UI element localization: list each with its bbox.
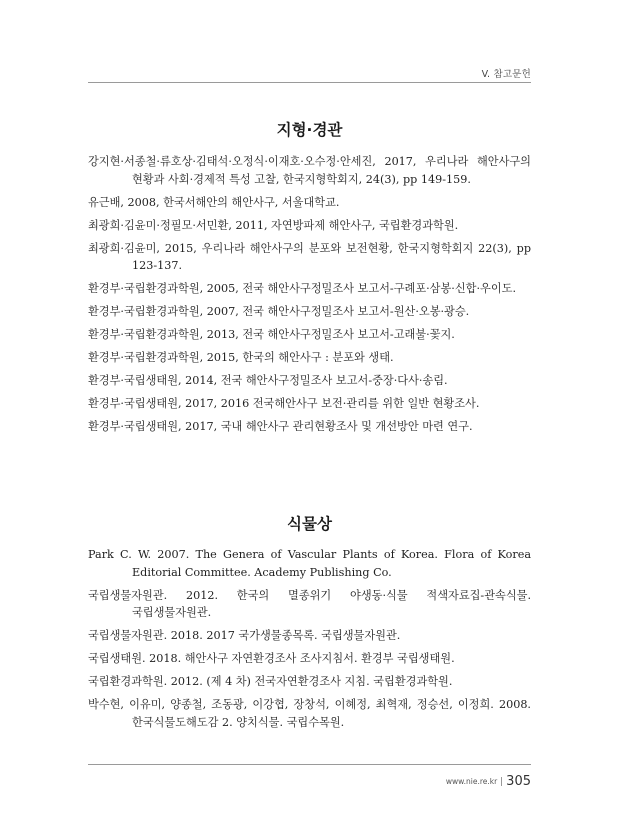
footer-website: www.nie.re.kr: [445, 777, 498, 786]
chapter-label: V. 참고문헌: [481, 69, 531, 80]
reference-item: 국립생태원. 2018. 해안사구 자연환경조사 조사지침서. 환경부 국립생태원.: [88, 652, 455, 665]
reference-item: 유근배, 2008, 한국서해안의 해안사구, 서울대학교.: [88, 195, 340, 209]
reference-item: 환경부·국립환경과학원, 2013, 전국 해안사구정밀조사 보고서-고래불·꽃지.: [88, 328, 455, 341]
reference-item: 국립환경과학원. 2012. (제 4 차) 전국자연환경조사 지침. 국립환경과학원.: [88, 675, 453, 688]
reference-item: 최광희·김윤미·정필모·서민환, 2011, 자연방파제 해안사구, 국립환경과학원.: [88, 218, 459, 232]
reference-item: 최광희·김윤미, 2015, 우리나라 해안사구의 분포와 보전현황, 한국지형학회지 22(3), pp 123-137.: [88, 241, 531, 272]
footer-separator: [501, 777, 502, 786]
reference-item: 환경부·국립환경과학원, 2007, 전국 해안사구정밀조사 보고서-원산·오봉·광승.: [88, 305, 470, 318]
page-number: 305: [506, 774, 531, 789]
page-footer: [446, 771, 531, 790]
page-header: [88, 56, 531, 83]
reference-item: 환경부·국립환경과학원, 2015, 한국의 해안사구 : 분포와 생태.: [88, 351, 394, 364]
reference-item: 국립생물자원관. 2018. 2017 국가생물종목록. 국립생물자원관.: [88, 629, 401, 642]
reference-list-landform: [88, 153, 531, 441]
reference-item: 환경부·국립생태원, 2017, 2016 전국해안사구 보전·관리를 위한 일반 현황조사.: [88, 397, 480, 410]
reference-item: 환경부·국립생태원, 2017, 국내 해안사구 관리현황조사 및 개선방안 마련 연구.: [88, 420, 473, 433]
reference-item: 강지현·서종철·류호상·김태석·오정식·이재호·오수정·안세진, 2017, 우리나라 해안사구의 현황과 사회·경제적 특성 고찰, 한국지형학회지, 24(3), pp 149-159.: [88, 155, 531, 186]
section-title-landform: 지형·경관: [276, 121, 343, 139]
reference-item: 국립생물자원관. 2012. 한국의 멸종위기 야생동·식물 적색자료집-관속식물. 국립생물자원관.: [88, 588, 531, 619]
reference-item: 환경부·국립생태원, 2014, 전국 해안사구정밀조사 보고서-중장·다사·송림.: [88, 374, 448, 387]
reference-item: Park C. W. 2007. The Genera of Vascular Plants of Korea. Flora of Korea Editorial Committee. Academy Publishing Co.: [88, 548, 531, 579]
reference-list-flora: [88, 546, 531, 737]
reference-item: 박수현, 이유미, 양종철, 조동광, 이강협, 장창석, 이혜정, 최혁재, 정승선, 이정희. 2008. 한국식물도해도감 2. 양치식물. 국립수목원.: [88, 698, 531, 729]
reference-item: 환경부·국립환경과학원, 2005, 전국 해안사구정밀조사 보고서-구례포·삼봉·신합·우이도.: [88, 282, 517, 295]
footer-divider: [88, 764, 531, 765]
section-title-flora: 식물상: [287, 515, 332, 533]
